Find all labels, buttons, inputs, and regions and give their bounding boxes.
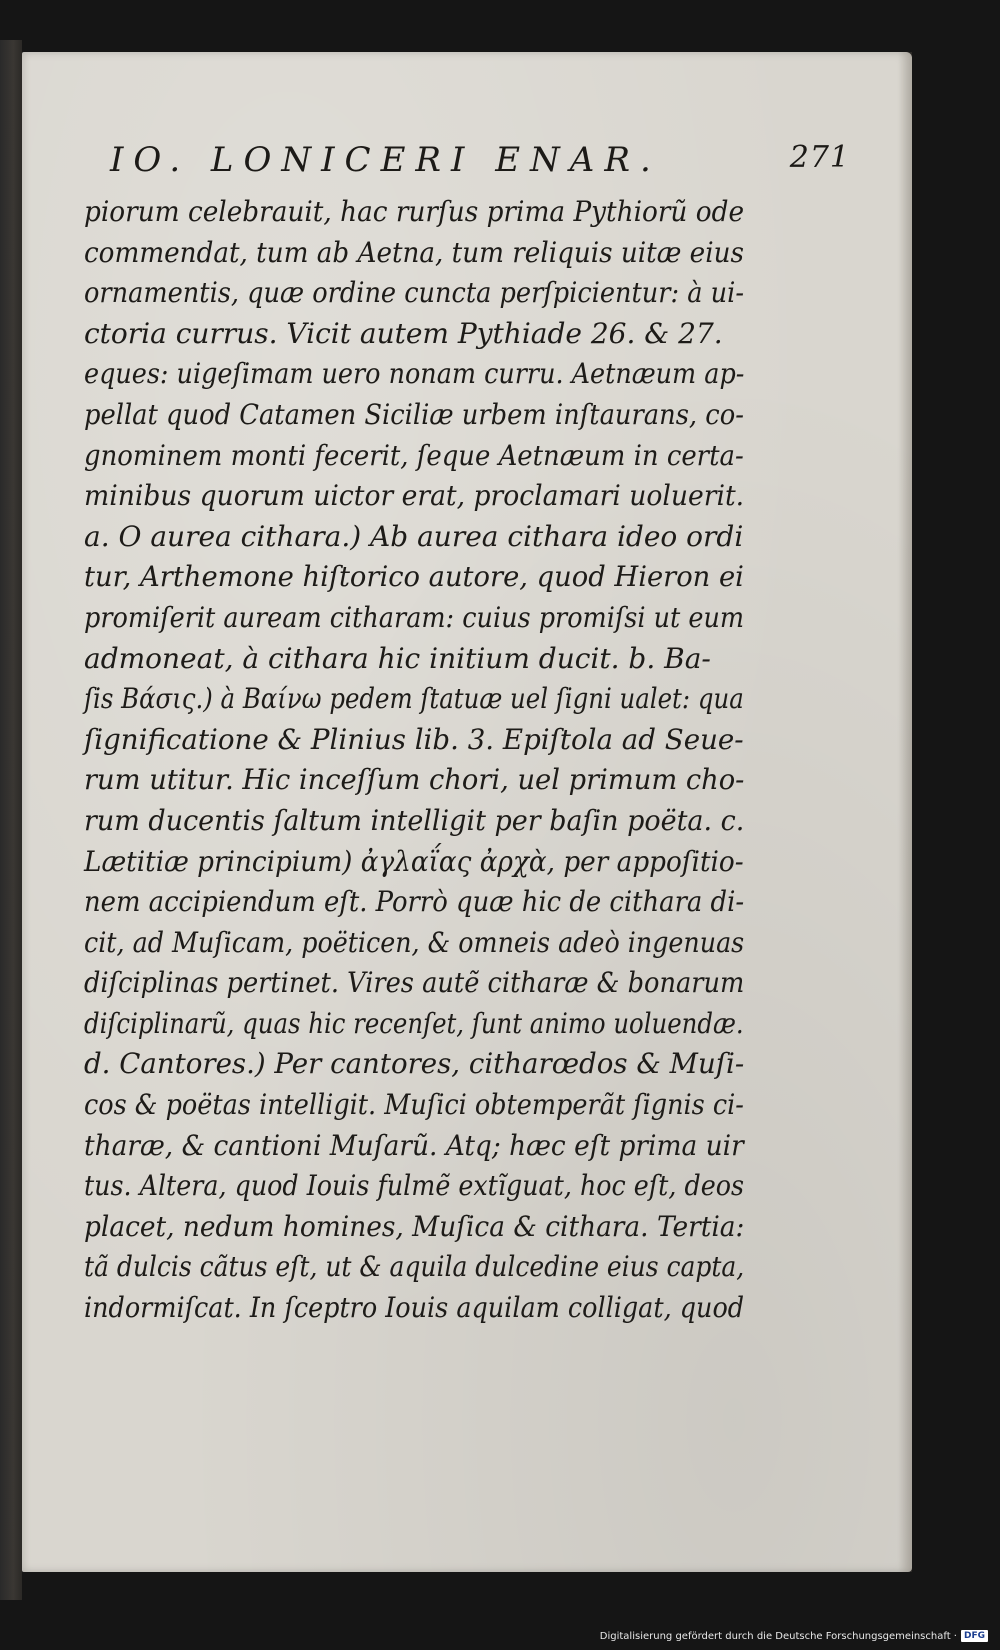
text-line: minibus quorum uictor erat, proclamari uoluerit. — [84, 479, 745, 513]
facing-page-edge — [0, 40, 22, 1600]
text-line: cos & poëtas intelligit. Muſici obtemperãt ſignis ci- — [84, 1088, 744, 1122]
text-line: tur, Arthemone hiſtorico autore, quod Hieron ei — [84, 560, 744, 594]
dfg-logo: DFG — [961, 1630, 988, 1642]
credit-text: Digitalisierung gefördert durch die Deutsche Forschungsgemeinschaft · — [599, 1630, 957, 1642]
text-line: nem accipiendum eſt. Porrò quæ hic de cithara di- — [84, 885, 745, 919]
text-line: rum utitur. Hic inceſſum chori, uel primum cho- — [84, 763, 745, 797]
text-line: ſignificatione & Plinius lib. 3. Epiſtola ad Seue- — [84, 722, 744, 756]
book-page — [22, 52, 912, 1572]
text-line: diſciplinarũ, quas hic recenſet, ſunt animo uoluendæ. — [84, 1006, 744, 1040]
text-line: d. Cantores.) Per cantores, citharœdos & Muſi- — [84, 1047, 745, 1081]
text-line: ctoria currus. Vicit autem Pythiade 26. & 27. — [84, 316, 723, 350]
text-line: tus. Altera, quod Iouis fulmẽ extĩguat, hoc eſt, deos — [84, 1169, 744, 1203]
text-line: Lætitiæ principium) ἀγλαΐας ἀρχὰ, per appoſitio- — [84, 844, 744, 878]
text-line: ornamentis, quæ ordine cuncta perſpicientur: à ui- — [84, 276, 744, 310]
text-line: ſis Βάσις.) à Βαίνω pedem ſtatuæ uel ſigni ualet: qua — [84, 682, 744, 716]
page-number: 271 — [789, 140, 850, 175]
text-line: indormiſcat. In ſceptro Iouis aquilam colligat, quod — [84, 1291, 745, 1325]
text-line: promiſerit auream citharam: cuius promiſsi ut eum — [84, 600, 745, 634]
text-line: tã dulcis cãtus eſt, ut & aquila dulcedine eius capta, — [84, 1250, 745, 1284]
text-line: eques: uigeſimam uero nonam curru. Aetnæum ap- — [84, 357, 745, 391]
text-line: a. O aurea cithara.) Ab aurea cithara ideo ordi — [84, 519, 744, 553]
text-line: piorum celebrauit, hac rurſus prima Pythiorũ ode — [84, 195, 745, 228]
page-edge-shadow — [898, 52, 912, 1572]
text-line: cit, ad Muſicam, poëticen, & omneis adeò ingenuas — [84, 925, 745, 959]
text-line: rum ducentis ſaltum intelligit per baſin poëta. c. — [84, 803, 745, 837]
body-text — [84, 192, 744, 1329]
text-line: admoneat, à cithara hic initium ducit. b. Ba- — [84, 641, 711, 675]
digitization-credit — [600, 1630, 988, 1642]
running-head — [110, 140, 850, 188]
running-head-title: IO. LONICERI ENAR. — [110, 140, 661, 180]
text-line: pellat quod Catamen Siciliæ urbem inſtaurans, co- — [84, 397, 744, 431]
text-line: gnominem monti fecerit, ſeque Aetnæum in certa- — [84, 438, 744, 472]
text-line: tharæ, & cantioni Muſarũ. Atq; hæc eſt prima uir — [84, 1128, 744, 1162]
text-line: commendat, tum ab Aetna, tum reliquis uitæ eius — [84, 235, 744, 269]
text-line: placet, nedum homines, Muſica & cithara. Tertia: — [84, 1209, 745, 1243]
text-line: diſciplinas pertinet. Vires autẽ citharæ & bonarum — [84, 966, 745, 1000]
